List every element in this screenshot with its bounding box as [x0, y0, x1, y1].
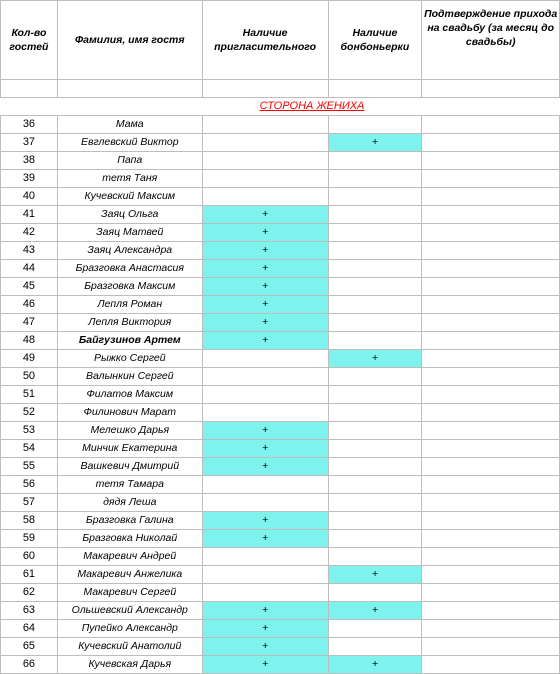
- guest-number-cell[interactable]: 56: [1, 476, 58, 494]
- guest-row: [1, 638, 560, 656]
- invitation-cell[interactable]: [202, 566, 328, 584]
- guest-number-cell[interactable]: 60: [1, 548, 58, 566]
- guest-row: [1, 494, 560, 512]
- bonbonniere-cell[interactable]: [328, 476, 422, 494]
- invitation-cell[interactable]: +: [202, 530, 328, 548]
- guest-row: [1, 440, 560, 458]
- invitation-cell[interactable]: [202, 584, 328, 602]
- bonbonniere-cell[interactable]: +: [328, 656, 422, 674]
- guest-name-cell[interactable]: Ольшевский Александр: [57, 602, 202, 620]
- guest-name-cell[interactable]: Макаревич Анжелика: [57, 566, 202, 584]
- guest-row: [1, 548, 560, 566]
- invitation-cell[interactable]: [202, 368, 328, 386]
- bonbonniere-cell[interactable]: [328, 422, 422, 440]
- invitation-cell[interactable]: [202, 152, 328, 170]
- blank-row: [1, 80, 560, 98]
- invitation-cell[interactable]: [202, 116, 328, 134]
- guest-name-cell[interactable]: Филатов Максим: [57, 386, 202, 404]
- invitation-cell[interactable]: +: [202, 602, 328, 620]
- guest-name-cell[interactable]: Бразговка Николай: [57, 530, 202, 548]
- guest-number-cell[interactable]: 49: [1, 350, 58, 368]
- invitation-cell[interactable]: [202, 404, 328, 422]
- invitation-cell[interactable]: +: [202, 314, 328, 332]
- bonbonniere-cell[interactable]: [328, 332, 422, 350]
- guest-row: [1, 332, 560, 350]
- guest-number-cell[interactable]: 57: [1, 494, 58, 512]
- guest-name-cell[interactable]: Мелешко Дарья: [57, 422, 202, 440]
- invitation-cell[interactable]: [202, 548, 328, 566]
- invitation-cell[interactable]: +: [202, 512, 328, 530]
- guest-number-cell[interactable]: 50: [1, 368, 58, 386]
- bonbonniere-cell[interactable]: [328, 152, 422, 170]
- guest-row: [1, 170, 560, 188]
- bonbonniere-cell[interactable]: [328, 584, 422, 602]
- invitation-cell[interactable]: +: [202, 620, 328, 638]
- guest-name-cell[interactable]: Кучевский Анатолий: [57, 638, 202, 656]
- bonbonniere-cell[interactable]: [328, 638, 422, 656]
- section-row: [1, 98, 560, 116]
- confirmation-cell[interactable]: [422, 620, 560, 638]
- confirmation-cell[interactable]: [422, 548, 560, 566]
- invitation-cell[interactable]: +: [202, 638, 328, 656]
- bonbonniere-cell[interactable]: [328, 188, 422, 206]
- invitation-cell[interactable]: [202, 494, 328, 512]
- invitation-cell[interactable]: [202, 386, 328, 404]
- guest-name-cell[interactable]: Кучевский Максим: [57, 188, 202, 206]
- guest-number-cell[interactable]: 36: [1, 116, 58, 134]
- confirmation-cell[interactable]: [422, 512, 560, 530]
- guest-row: [1, 224, 560, 242]
- confirmation-cell[interactable]: [422, 260, 560, 278]
- confirmation-cell[interactable]: [422, 134, 560, 152]
- guest-name-cell[interactable]: Заяц Александра: [57, 242, 202, 260]
- cell[interactable]: [422, 98, 560, 116]
- bonbonniere-cell[interactable]: +: [328, 566, 422, 584]
- bonbonniere-cell[interactable]: +: [328, 350, 422, 368]
- bonbonniere-cell[interactable]: [328, 260, 422, 278]
- invitation-cell[interactable]: [202, 350, 328, 368]
- guest-name-cell[interactable]: Рыжко Сергей: [57, 350, 202, 368]
- guest-row: [1, 566, 560, 584]
- confirmation-cell[interactable]: [422, 386, 560, 404]
- bonbonniere-cell[interactable]: [328, 458, 422, 476]
- bonbonniere-cell[interactable]: [328, 512, 422, 530]
- confirmation-cell[interactable]: [422, 638, 560, 656]
- guest-name-cell[interactable]: Кучевская Дарья: [57, 656, 202, 674]
- invitation-cell[interactable]: +: [202, 296, 328, 314]
- guest-number-cell[interactable]: 61: [1, 566, 58, 584]
- guest-number-cell[interactable]: 62: [1, 584, 58, 602]
- invitation-cell[interactable]: +: [202, 422, 328, 440]
- bonbonniere-cell[interactable]: [328, 368, 422, 386]
- confirmation-cell[interactable]: [422, 242, 560, 260]
- guest-name-cell[interactable]: Филинович Марат: [57, 404, 202, 422]
- confirmation-cell[interactable]: [422, 170, 560, 188]
- header-count[interactable]: Кол-во гостей: [1, 1, 58, 80]
- invitation-cell[interactable]: +: [202, 278, 328, 296]
- guest-number-cell[interactable]: 52: [1, 404, 58, 422]
- confirmation-cell[interactable]: [422, 476, 560, 494]
- cell[interactable]: [1, 98, 58, 116]
- invitation-cell[interactable]: +: [202, 224, 328, 242]
- header-confirmation[interactable]: Подтверждение прихода на свадьбу (за месяц до свадьбы): [422, 1, 560, 80]
- guest-number-cell[interactable]: 53: [1, 422, 58, 440]
- guest-number-cell[interactable]: 55: [1, 458, 58, 476]
- invitation-cell[interactable]: +: [202, 656, 328, 674]
- guest-name-cell[interactable]: Бразговка Максим: [57, 278, 202, 296]
- cell[interactable]: [422, 80, 560, 98]
- confirmation-cell[interactable]: [422, 206, 560, 224]
- confirmation-cell[interactable]: [422, 530, 560, 548]
- guest-name-cell[interactable]: тетя Таня: [57, 170, 202, 188]
- cell[interactable]: [1, 80, 58, 98]
- cell[interactable]: [57, 98, 202, 116]
- bonbonniere-cell[interactable]: [328, 494, 422, 512]
- confirmation-cell[interactable]: [422, 116, 560, 134]
- guest-row: [1, 530, 560, 548]
- invitation-cell[interactable]: +: [202, 260, 328, 278]
- confirmation-cell[interactable]: [422, 656, 560, 674]
- invitation-cell[interactable]: +: [202, 206, 328, 224]
- confirmation-cell[interactable]: [422, 314, 560, 332]
- header-invitation[interactable]: Наличие пригласительного: [202, 1, 328, 80]
- confirmation-cell[interactable]: [422, 296, 560, 314]
- confirmation-cell[interactable]: [422, 188, 560, 206]
- bonbonniere-cell[interactable]: [328, 278, 422, 296]
- confirmation-cell[interactable]: [422, 494, 560, 512]
- guest-row: [1, 368, 560, 386]
- guest-row: [1, 278, 560, 296]
- cell[interactable]: [57, 80, 202, 98]
- guest-name-cell[interactable]: Вашкевич Дмитрий: [57, 458, 202, 476]
- confirmation-cell[interactable]: [422, 440, 560, 458]
- guest-row: [1, 242, 560, 260]
- guest-row: [1, 314, 560, 332]
- confirmation-cell[interactable]: [422, 602, 560, 620]
- guest-row: [1, 188, 560, 206]
- guest-number-cell[interactable]: 63: [1, 602, 58, 620]
- confirmation-cell[interactable]: [422, 368, 560, 386]
- confirmation-cell[interactable]: [422, 224, 560, 242]
- guest-name-cell[interactable]: Мама: [57, 116, 202, 134]
- guest-number-cell[interactable]: 45: [1, 278, 58, 296]
- guest-row: [1, 134, 560, 152]
- guest-row: [1, 116, 560, 134]
- guest-number-cell[interactable]: 58: [1, 512, 58, 530]
- guest-number-cell[interactable]: 42: [1, 224, 58, 242]
- guest-number-cell[interactable]: 41: [1, 206, 58, 224]
- guest-name-cell[interactable]: Байгузинов Артем: [57, 332, 202, 350]
- guest-name-cell[interactable]: Бразговка Галина: [57, 512, 202, 530]
- bonbonniere-cell[interactable]: [328, 170, 422, 188]
- bonbonniere-cell[interactable]: [328, 314, 422, 332]
- guest-number-cell[interactable]: 43: [1, 242, 58, 260]
- guest-row: [1, 422, 560, 440]
- guest-row: [1, 656, 560, 674]
- confirmation-cell[interactable]: [422, 584, 560, 602]
- guest-row: [1, 152, 560, 170]
- bonbonniere-cell[interactable]: [328, 620, 422, 638]
- cell[interactable]: [202, 80, 328, 98]
- confirmation-cell[interactable]: [422, 458, 560, 476]
- guest-number-cell[interactable]: 47: [1, 314, 58, 332]
- bonbonniere-cell[interactable]: [328, 440, 422, 458]
- guest-number-cell[interactable]: 48: [1, 332, 58, 350]
- guest-row: [1, 350, 560, 368]
- header-row: [1, 1, 560, 80]
- guest-row: [1, 404, 560, 422]
- guest-number-cell[interactable]: 64: [1, 620, 58, 638]
- guest-row: [1, 512, 560, 530]
- guest-row: [1, 476, 560, 494]
- guest-number-cell[interactable]: 65: [1, 638, 58, 656]
- guest-name-cell[interactable]: Минчик Екатерина: [57, 440, 202, 458]
- guest-number-cell[interactable]: 39: [1, 170, 58, 188]
- invitation-cell[interactable]: +: [202, 332, 328, 350]
- confirmation-cell[interactable]: [422, 332, 560, 350]
- invitation-cell[interactable]: [202, 134, 328, 152]
- confirmation-cell[interactable]: [422, 278, 560, 296]
- invitation-cell[interactable]: [202, 170, 328, 188]
- invitation-cell[interactable]: [202, 476, 328, 494]
- bonbonniere-cell[interactable]: [328, 296, 422, 314]
- guest-row: [1, 584, 560, 602]
- guest-name-cell[interactable]: Евглевский Виктор: [57, 134, 202, 152]
- bonbonniere-cell[interactable]: [328, 404, 422, 422]
- invitation-cell[interactable]: +: [202, 440, 328, 458]
- guest-name-cell[interactable]: Заяц Матвей: [57, 224, 202, 242]
- guest-name-cell[interactable]: Валынкин Сергей: [57, 368, 202, 386]
- bonbonniere-cell[interactable]: +: [328, 134, 422, 152]
- guest-number-cell[interactable]: 51: [1, 386, 58, 404]
- guest-number-cell[interactable]: 38: [1, 152, 58, 170]
- guest-number-cell[interactable]: 37: [1, 134, 58, 152]
- guest-name-cell[interactable]: Заяц Ольга: [57, 206, 202, 224]
- header-name[interactable]: Фамилия, имя гостя: [57, 1, 202, 80]
- section-title[interactable]: СТОРОНА ЖЕНИХА: [259, 100, 365, 112]
- guest-name-cell[interactable]: Бразговка Анастасия: [57, 260, 202, 278]
- guest-row: [1, 620, 560, 638]
- guest-name-cell[interactable]: Папа: [57, 152, 202, 170]
- confirmation-cell[interactable]: [422, 404, 560, 422]
- cell[interactable]: [328, 80, 422, 98]
- header-bonbonniere[interactable]: Наличие бонбоньерки: [328, 1, 422, 80]
- guest-name-cell[interactable]: Пупейко Александр: [57, 620, 202, 638]
- guest-row: [1, 458, 560, 476]
- confirmation-cell[interactable]: [422, 566, 560, 584]
- guest-number-cell[interactable]: 66: [1, 656, 58, 674]
- guest-row: [1, 260, 560, 278]
- bonbonniere-cell[interactable]: +: [328, 602, 422, 620]
- bonbonniere-cell[interactable]: [328, 224, 422, 242]
- guest-number-cell[interactable]: 40: [1, 188, 58, 206]
- bonbonniere-cell[interactable]: [328, 242, 422, 260]
- guest-row: [1, 206, 560, 224]
- guest-row: [1, 602, 560, 620]
- guest-name-cell[interactable]: дядя Леша: [57, 494, 202, 512]
- bonbonniere-cell[interactable]: [328, 116, 422, 134]
- confirmation-cell[interactable]: [422, 422, 560, 440]
- bonbonniere-cell[interactable]: [328, 530, 422, 548]
- invitation-cell[interactable]: [202, 188, 328, 206]
- guest-number-cell[interactable]: 59: [1, 530, 58, 548]
- guest-row: [1, 296, 560, 314]
- guest-row: [1, 386, 560, 404]
- guest-name-cell[interactable]: Макаревич Андрей: [57, 548, 202, 566]
- guest-name-cell[interactable]: Лепля Виктория: [57, 314, 202, 332]
- guest-name-cell[interactable]: тетя Тамара: [57, 476, 202, 494]
- invitation-cell[interactable]: +: [202, 242, 328, 260]
- guest-number-cell[interactable]: 46: [1, 296, 58, 314]
- guest-number-cell[interactable]: 54: [1, 440, 58, 458]
- guest-number-cell[interactable]: 44: [1, 260, 58, 278]
- guest-name-cell[interactable]: Макаревич Сергей: [57, 584, 202, 602]
- guest-name-cell[interactable]: Лепля Роман: [57, 296, 202, 314]
- bonbonniere-cell[interactable]: [328, 386, 422, 404]
- confirmation-cell[interactable]: [422, 152, 560, 170]
- bonbonniere-cell[interactable]: [328, 206, 422, 224]
- bonbonniere-cell[interactable]: [328, 548, 422, 566]
- confirmation-cell[interactable]: [422, 350, 560, 368]
- invitation-cell[interactable]: +: [202, 458, 328, 476]
